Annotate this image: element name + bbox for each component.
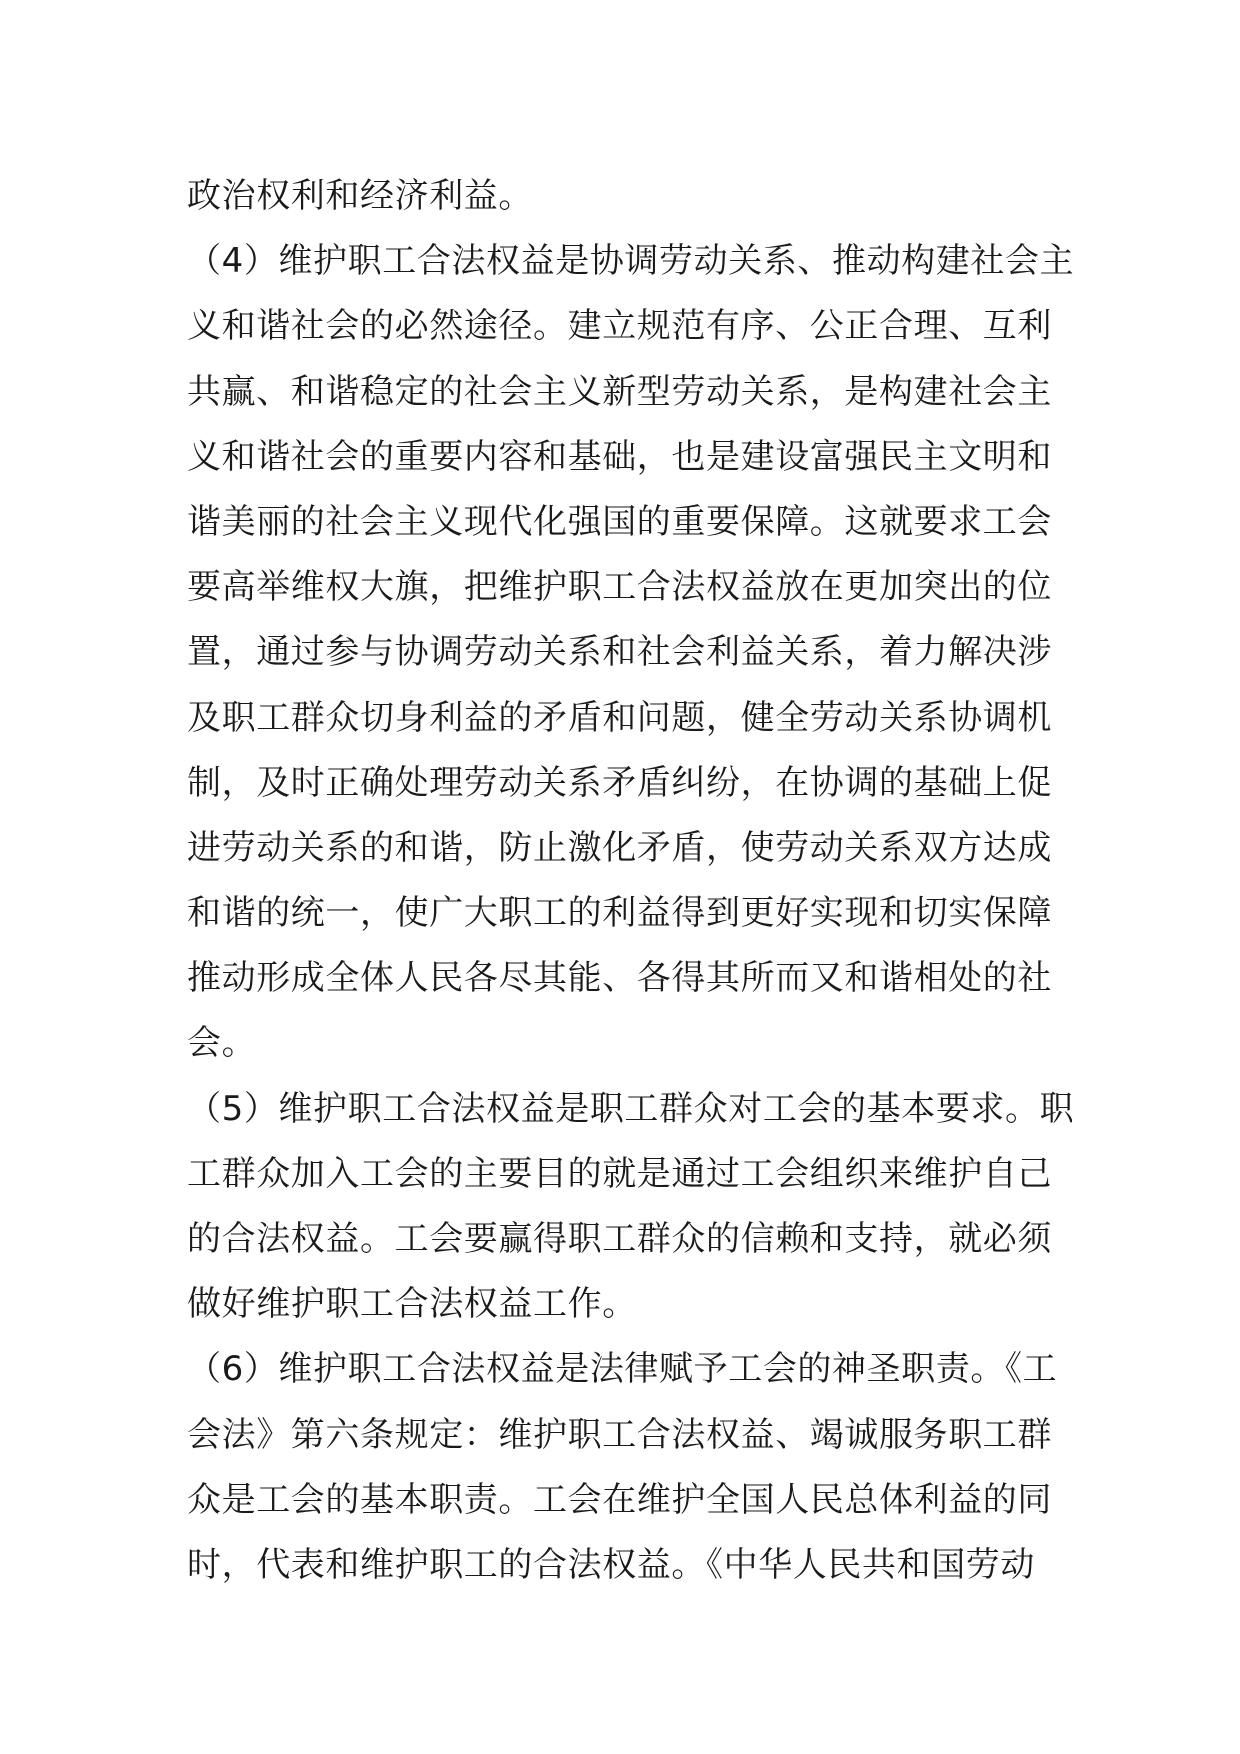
text-line: （4）维护职工合法权益是协调劳动关系、推动构建社会主 [187, 241, 1075, 282]
text-line: 政治权利和经济利益。 [187, 176, 533, 216]
text-line: 工群众加入工会的主要目的就是通过工会组织来维护自己 [187, 1153, 1052, 1194]
text-line: 会法》第六条规定：维护职工合法权益、竭诚服务职工群 [187, 1414, 1052, 1455]
text-line: 置，通过参与协调劳动关系和社会利益关系，着力解决涉 [187, 632, 1052, 673]
text-line: 要高举维权大旗，把维护职工合法权益放在更加突出的位 [187, 567, 1052, 608]
text-line: 和谐的统一，使广大职工的利益得到更好实现和切实保障 [187, 893, 1052, 934]
document-body [187, 164, 1075, 1598]
text-line: 做好维护职工合法权益工作。 [187, 1284, 637, 1325]
text-line: 谐美丽的社会主义现代化强国的重要保障。这就要求工会 [187, 501, 1052, 542]
text-line: 义和谐社会的必然途径。建立规范有序、公正合理、互利 [187, 306, 1052, 347]
text-line: （6）维护职工合法权益是法律赋予工会的神圣职责。《工 [187, 1349, 1058, 1390]
text-line: 进劳动关系的和谐，防止激化矛盾，使劳动关系双方达成 [187, 827, 1052, 868]
text-line: 共赢、和谐稳定的社会主义新型劳动关系，是构建社会主 [187, 371, 1052, 412]
text-line: 众是工会的基本职责。工会在维护全国人民总体利益的同 [187, 1479, 1052, 1520]
text-line: 及职工群众切身利益的矛盾和问题，健全劳动关系协调机 [187, 697, 1052, 738]
text-line: 义和谐社会的重要内容和基础，也是建设富强民主文明和 [187, 436, 1052, 477]
text-line: 时，代表和维护职工的合法权益。《中华人民共和国劳动 [187, 1544, 1035, 1585]
text-line: （5）维护职工合法权益是职工群众对工会的基本要求。职 [187, 1088, 1075, 1129]
text-line: 会。 [187, 1023, 257, 1064]
text-line: 推动形成全体人民各尽其能、各得其所而又和谐相处的社 [187, 958, 1052, 999]
text-line: 的合法权益。工会要赢得职工群众的信赖和支持，就必须 [187, 1219, 1052, 1259]
text-line: 制，及时正确处理劳动关系矛盾纠纷，在协调的基础上促 [187, 762, 1052, 803]
